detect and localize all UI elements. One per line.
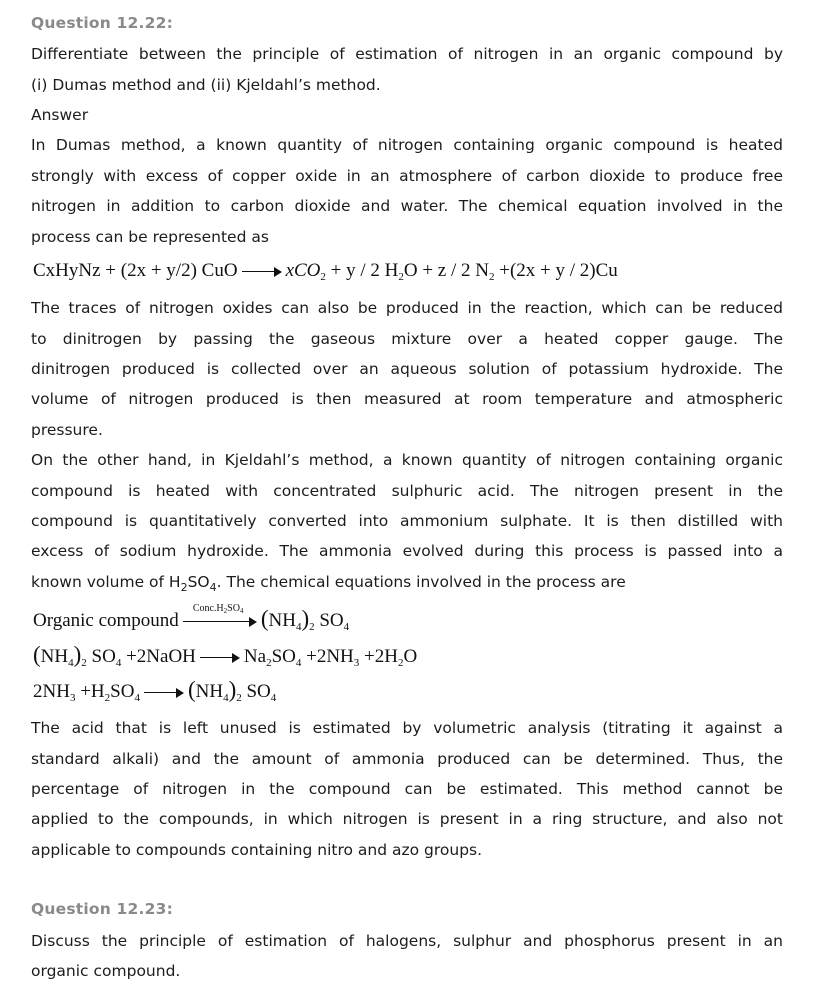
- equation-dumas: CxHyNz + (2x + y/2) CuO xCO$_2$ + y / 2 $H_2O + z / 2$ $N_2 +(2x + y / 2)Cu$: [33, 260, 618, 283]
- text-line: On the other hand, in Kjeldahl’s method, a known quantity of nitrogen containing organic: [31, 451, 783, 469]
- text-line: applicable to compounds containing nitro and azo groups.: [31, 841, 483, 859]
- equation-kjeldahl-1: Organic compound $Conc.H_2SO_4$ $(NH_4)_2$ $SO_4$: [33, 602, 350, 633]
- text-line: The traces of nitrogen oxides can also be produced in the reaction, which can be reduced: [31, 299, 783, 317]
- question-heading: Question 12.22:: [31, 14, 173, 32]
- text-line: The acid that is left unused is estimated by volumetric analysis (titrating it against a: [31, 719, 783, 737]
- text-line: strongly with excess of copper oxide in an atmosphere of carbon dioxide to produce free: [31, 167, 783, 185]
- text-line: nitrogen in addition to carbon dioxide and water. The chemical equation involved in the: [31, 197, 783, 215]
- text-line: compound is heated with concentrated sulphuric acid. The nitrogen present in the: [31, 482, 783, 500]
- text-line: Differentiate between the principle of estimation of nitrogen in an organic compound by: [31, 45, 783, 63]
- text-line: applied to the compounds, in which nitrogen is present in a ring structure, and also not: [31, 810, 783, 828]
- text-line: excess of sodium hydroxide. The ammonia evolved during this process is passed into a: [31, 542, 783, 560]
- equation-kjeldahl-2: $(NH_4)_2$ $SO_4$ +2NaOH $Na_2SO_4 +2NH_3 +2H_2O$: [33, 642, 418, 669]
- question-heading: Question 12.23:: [31, 900, 173, 918]
- text-line: to dinitrogen by passing the gaseous mixture over a heated copper gauge. The: [31, 330, 783, 348]
- text-line: (i) Dumas method and (ii) Kjeldahl’s method.: [31, 76, 381, 94]
- reaction-arrow-icon: [200, 653, 240, 663]
- text-line: organic compound.: [31, 962, 181, 980]
- equation-kjeldahl-3: $2NH_3 +H_2SO_4$ $(NH_4)_2$ $SO_4$: [33, 677, 277, 704]
- text-line: percentage of nitrogen in the compound can be estimated. This method cannot be: [31, 780, 783, 798]
- text-line: compound is quantitatively converted into ammonium sulphate. It is then distilled with: [31, 512, 783, 530]
- text-line: dinitrogen produced is collected over an aqueous solution of potassium hydroxide. The: [31, 360, 783, 378]
- text-line: volume of nitrogen produced is then measured at room temperature and atmospheric: [31, 390, 783, 408]
- reaction-arrow-icon: $Conc.H_2SO_4$: [183, 617, 257, 627]
- text-line: process can be represented as: [31, 228, 269, 246]
- text-line: pressure.: [31, 421, 103, 439]
- reaction-arrow-icon: [144, 688, 184, 698]
- text-line: standard alkali) and the amount of ammonia produced can be determined. Thus, the: [31, 750, 783, 768]
- answer-label: Answer: [31, 106, 89, 124]
- reaction-arrow-icon: [242, 267, 282, 277]
- text-line: Discuss the principle of estimation of halogens, sulphur and phosphorus present in an: [31, 932, 783, 950]
- text-line: In Dumas method, a known quantity of nitrogen containing organic compound is heated: [31, 136, 783, 154]
- text-line: known volume of $H_2SO_4$. The chemical equations involved in the process are: [31, 573, 626, 595]
